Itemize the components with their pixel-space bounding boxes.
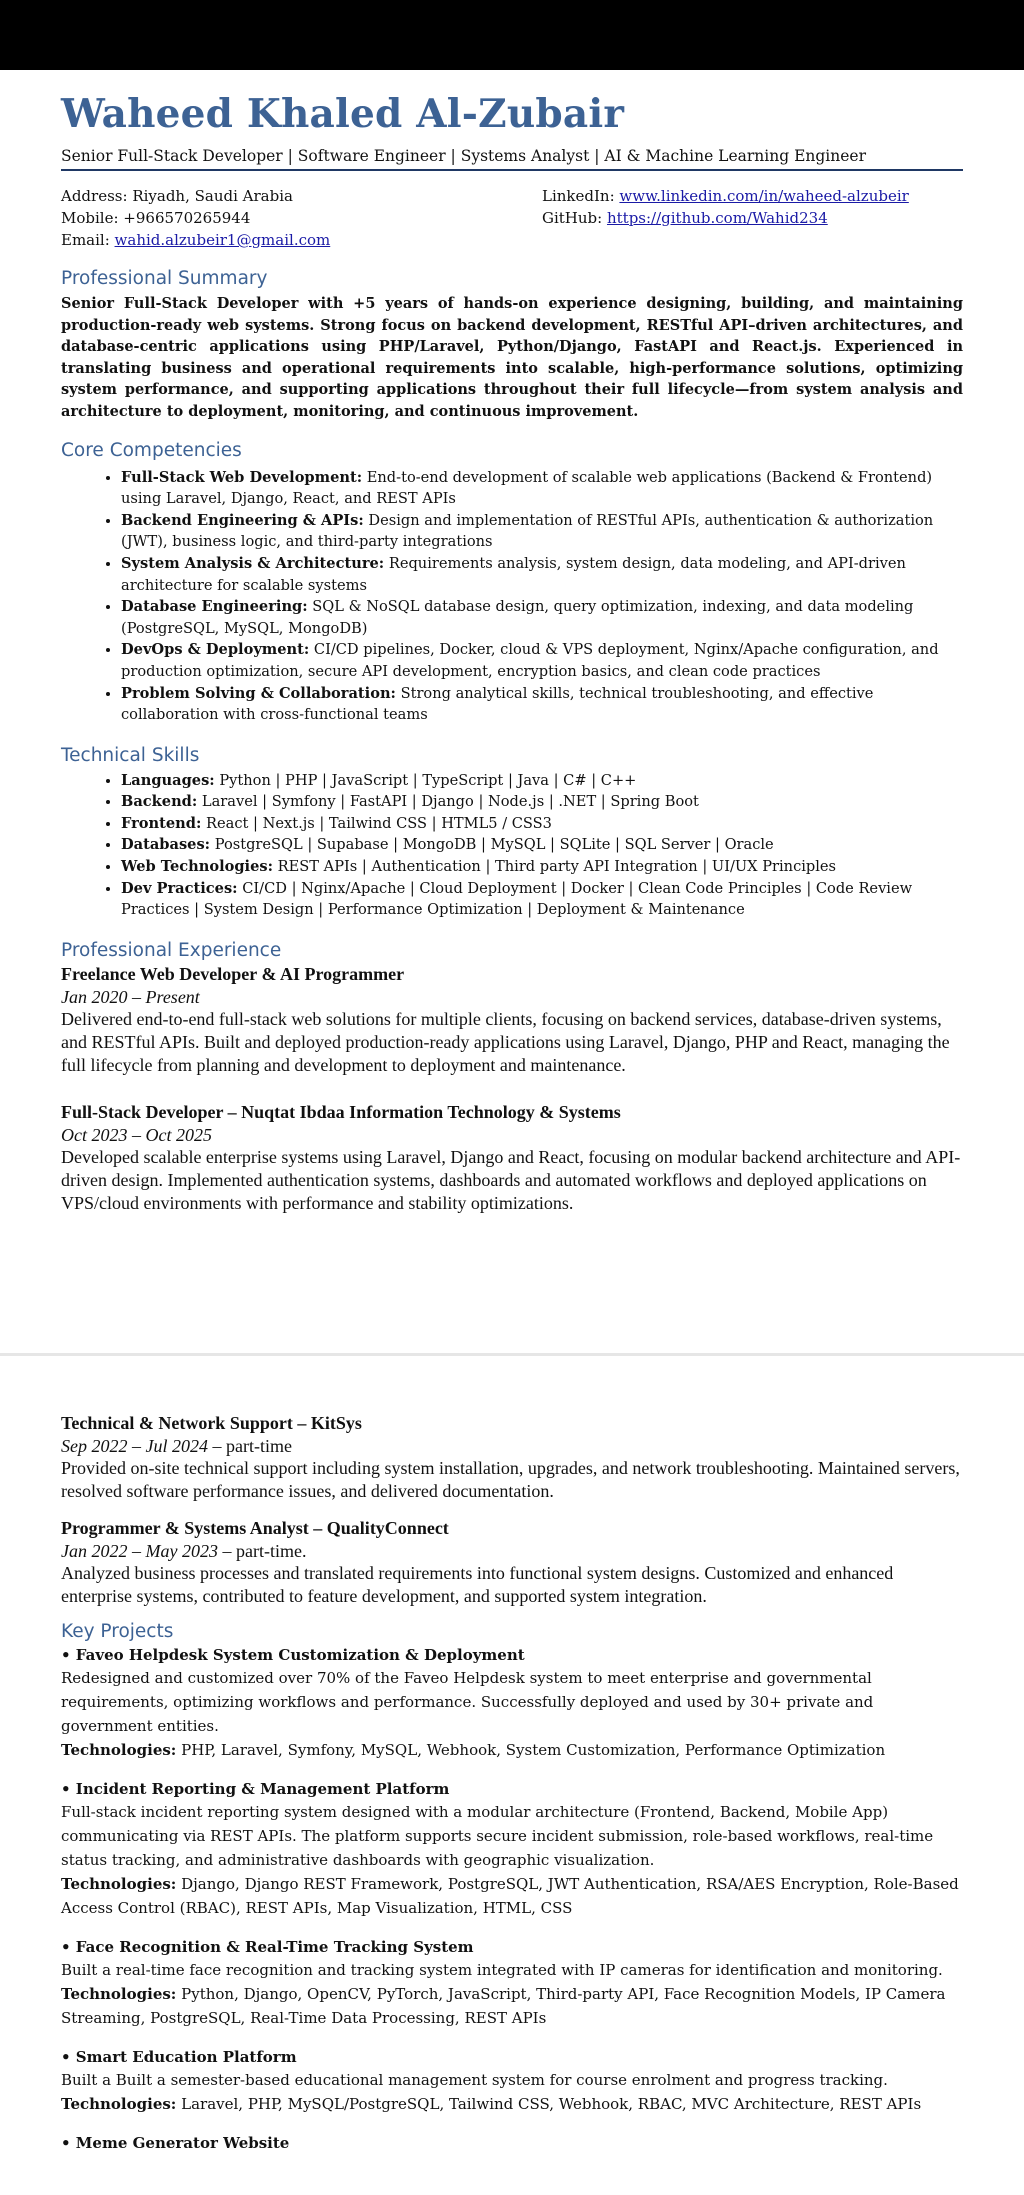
list-item: • DevOps & Deployment: CI/CD pipelines, Docker, cloud & VPS deployment, Nginx/Apache configuration, and production optimization, secure API development, encryption basics, and clean code practices xyxy=(121,639,963,682)
project-title: • Face Recognition & Real-Time Tracking System xyxy=(61,1938,474,1956)
competencies-list xyxy=(61,467,963,726)
list-item: • Database Engineering: SQL & NoSQL database design, query optimization, indexing, and data modeling (PostgreSQL, MySQL, MongoDB) xyxy=(121,596,963,639)
job-date: Jan 2022 – May 2023 – part-time. xyxy=(61,1541,307,1561)
list-item: • Web Technologies: REST APIs | Authentication | Third party API Integration | UI/UX Principles xyxy=(121,856,963,878)
job-description: Developed scalable enterprise systems using Laravel, Django and React, focusing on modular backend architecture and API-driven design. Implemented authentication systems, dashboards and automated workflows and deployed applications on VPS/cloud environments with performance and stability optimizations. xyxy=(61,1146,961,1213)
project-technologies: Technologies: Django, Django REST Framework, PostgreSQL, JWT Authentication, RSA/AES Encryption, Role-Based Access Control (RBAC), REST APIs, Map Visualization, HTML, CSS xyxy=(61,1875,959,1917)
skills-list xyxy=(61,770,963,921)
job-title: Freelance Web Developer & AI Programmer xyxy=(61,963,405,984)
contact-block xyxy=(61,185,963,251)
project-title: • Faveo Helpdesk System Customization & Deployment xyxy=(61,1646,525,1664)
experience-entry xyxy=(61,1412,963,1503)
list-item: • Dev Practices: CI/CD | Nginx/Apache | Cloud Deployment | Docker | Clean Code Principles | Code Review Practices | System Design | Performance Optimization | Deployment & Maintenance xyxy=(121,878,963,921)
job-titles: Senior Full-Stack Developer | Software Engineer | Systems Analyst | AI & Machine Learning Engineer xyxy=(61,146,963,171)
project-description: Built a Built a semester-based educational management system for course enrolment and progress tracking. xyxy=(61,2071,888,2089)
address-line: Address: Riyadh, Saudi Arabia xyxy=(61,187,293,205)
list-item: • Databases: PostgreSQL | Supabase | MongoDB | MySQL | SQLite | SQL Server | Oracle xyxy=(121,834,963,856)
experience-entry xyxy=(61,1517,963,1608)
project-entry xyxy=(61,2132,963,2154)
job-title: Full-Stack Developer – Nuqtat Ibdaa Information Technology & Systems xyxy=(61,1101,621,1122)
email-line: Email: wahid.alzubeir1@gmail.com xyxy=(61,231,331,249)
candidate-name: Waheed Khaled Al-Zubair xyxy=(61,91,625,137)
project-entry xyxy=(61,1778,963,1920)
experience-entry xyxy=(61,1101,963,1215)
section-title-summary: Professional Summary xyxy=(61,268,268,289)
project-entry xyxy=(61,1936,963,2030)
list-item: • System Analysis & Architecture: Requirements analysis, system design, data modeling, and API-driven architecture for scalable systems xyxy=(121,553,963,596)
project-technologies: Technologies: PHP, Laravel, Symfony, MySQL, Webhook, System Customization, Performance Optimization xyxy=(61,1741,886,1759)
project-entry xyxy=(61,2046,963,2116)
project-entry xyxy=(61,1644,963,1762)
project-title: • Smart Education Platform xyxy=(61,2048,297,2066)
section-title-experience: Professional Experience xyxy=(61,939,282,961)
project-description: Full-stack incident reporting system designed with a modular architecture (Frontend, Backend, Mobile App) communicating via REST APIs. The platform supports secure incident submission, role-based workflows, real-time status tracking, and administrative dashboards with geographic visualization. xyxy=(61,1803,934,1869)
email-link[interactable]: wahid.alzubeir1@gmail.com xyxy=(114,231,331,249)
job-date: Oct 2023 – Oct 2025 xyxy=(61,1124,212,1145)
project-title: • Incident Reporting & Management Platform xyxy=(61,1780,450,1798)
linkedin-line: LinkedIn: www.linkedin.com/in/waheed-alzubeir xyxy=(542,187,909,205)
job-description: Analyzed business processes and translated requirements into functional system designs. Customized and enhanced enterprise systems, contributed to feature development, and supported system integration. xyxy=(61,1563,894,1606)
job-date: Sep 2022 – Jul 2024 – part-time xyxy=(61,1436,292,1456)
job-description: Provided on-site technical support including system installation, upgrades, and network troubleshooting. Maintained servers, resolved software performance issues, and delivered documentation. xyxy=(61,1458,960,1501)
top-black-bar xyxy=(0,0,1024,70)
list-item: • Languages: Python | PHP | JavaScript | TypeScript | Java | C# | C++ xyxy=(121,770,963,792)
project-description: Redesigned and customized over 70% of the Faveo Helpdesk system to meet enterprise and governmental requirements, optimizing workflows and performance. Successfully deployed and used by 30+ private and government entities. xyxy=(61,1669,874,1735)
summary-text: Senior Full-Stack Developer with +5 years of hands-on experience designing, building, and maintaining production-ready web systems. Strong focus on backend development, RESTful API–driven architectures, and database-centric applications using PHP/Laravel, Python/Django, FastAPI and React.js. Experienced in translating business and operational requirements into scalable, high-performance solutions, optimizing system performance, and supporting applications throughout their full lifecycle—from system analysis and architecture to deployment, monitoring, and continuous improvement. xyxy=(61,295,963,420)
job-date: Jan 2020 – Present xyxy=(61,986,200,1007)
list-item: • Frontend: React | Next.js | Tailwind CSS | HTML5 / CSS3 xyxy=(121,813,963,835)
section-title-projects: Key Projects xyxy=(61,1621,174,1642)
job-title: Technical & Network Support – KitSys xyxy=(61,1413,362,1433)
section-title-competencies: Core Competencies xyxy=(61,439,242,461)
github-link[interactable]: https://github.com/Wahid234 xyxy=(606,209,828,227)
project-description: Built a real-time face recognition and tracking system integrated with IP cameras for identification and monitoring. xyxy=(61,1961,943,1979)
list-item: • Full-Stack Web Development: End-to-end development of scalable web applications (Backend & Frontend) using Laravel, Django, React, and REST APIs xyxy=(121,467,963,510)
mobile-line: Mobile: +966570265944 xyxy=(61,209,251,227)
github-line: GitHub: https://github.com/Wahid234 xyxy=(542,209,828,227)
section-title-skills: Technical Skills xyxy=(61,744,200,766)
list-item: • Backend: Laravel | Symfony | FastAPI | Django | Node.js | .NET | Spring Boot xyxy=(121,791,963,813)
project-technologies: Technologies: Laravel, PHP, MySQL/PostgreSQL, Tailwind CSS, Webhook, RBAC, MVC Architecture, REST APIs xyxy=(61,2095,922,2113)
list-item: • Problem Solving & Collaboration: Strong analytical skills, technical troubleshooting, and effective collaboration with cross-functional teams xyxy=(121,683,963,726)
job-title: Programmer & Systems Analyst – QualityConnect xyxy=(61,1518,449,1538)
document-page-2 xyxy=(0,1356,1024,2195)
job-description: Delivered end-to-end full-stack web solutions for multiple clients, focusing on backend services, database-driven systems, and RESTful APIs. Built and deployed production-ready applications using Laravel, Django, PHP and React, managing the full lifecycle from planning and development to deployment and maintenance. xyxy=(61,1008,950,1075)
document-page-1 xyxy=(0,70,1024,1353)
project-technologies: Technologies: Python, Django, OpenCV, PyTorch, JavaScript, Third-party API, Face Recognition Models, IP Camera Streaming, PostgreSQL, Real-Time Data Processing, REST APIs xyxy=(61,1985,946,2027)
linkedin-link[interactable]: www.linkedin.com/in/waheed-alzubeir xyxy=(619,187,909,205)
experience-entry xyxy=(61,963,963,1077)
list-item: • Backend Engineering & APIs: Design and implementation of RESTful APIs, authentication & authorization (JWT), business logic, and third-party integrations xyxy=(121,510,963,553)
project-title: • Meme Generator Website xyxy=(61,2134,290,2152)
